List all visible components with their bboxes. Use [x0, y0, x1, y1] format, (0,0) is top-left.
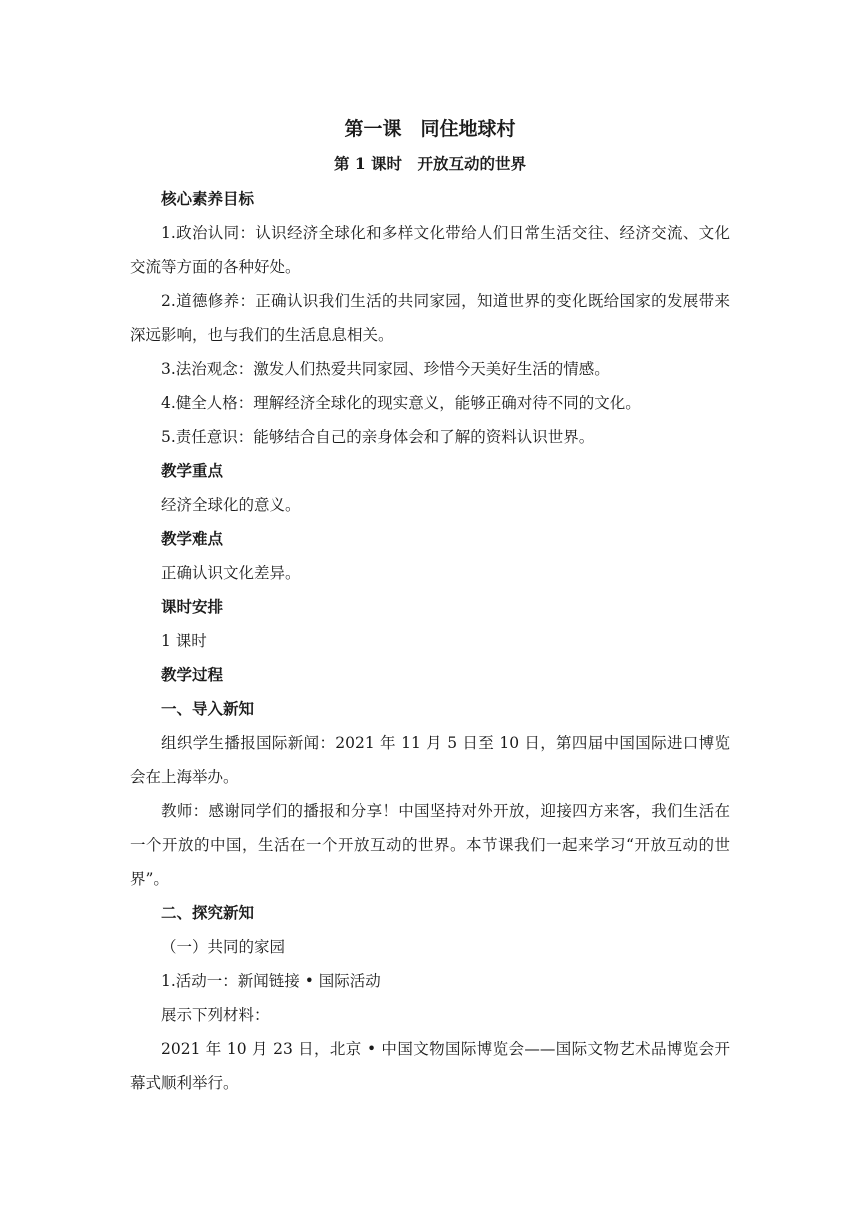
difficulty-heading: 教学难点 [161, 529, 224, 548]
goal-item-4: 4.健全人格：理解经济全球化的现实意义，能够正确对待不同的文化。 [161, 394, 641, 412]
document-page [130, 112, 730, 1100]
show-material-text: 展示下列材料： [161, 1006, 270, 1024]
core-goals-heading: 核心素养目标 [161, 189, 255, 208]
schedule-heading: 课时安排 [161, 597, 224, 616]
key-point-text: 经济全球化的意义。 [161, 496, 301, 514]
goal-item-1: 1.政治认同：认识经济全球化和多样文化带给人们日常生活交往、经济交流、文化交流等方面的各种好处。 [130, 224, 730, 276]
part1-paragraph-1: 组织学生播报国际新闻：2021 年 11 月 5 日至 10 日，第四届中国国际进口博览会在上海举办。 [130, 734, 730, 786]
key-point-heading: 教学重点 [161, 461, 224, 480]
activity-one: 1.活动一：新闻链接 • 国际活动 [161, 972, 381, 990]
part1-paragraph-2: 教师：感谢同学们的播报和分享！中国坚持对外开放，迎接四方来客，我们生活在一个开放的中国，生活在一个开放互动的世界。本节课我们一起来学习“开放互动的世界”。 [130, 802, 730, 888]
material-text: 2021 年 10 月 23 日，北京 • 中国文物国际博览会——国际文物艺术品博览会开幕式顺利举行。 [130, 1040, 730, 1092]
goal-item-5: 5.责任意识：能够结合自己的亲身体会和了解的资料认识世界。 [161, 428, 595, 446]
difficulty-text: 正确认识文化差异。 [161, 564, 301, 582]
schedule-text: 1 课时 [161, 632, 207, 650]
part2-subheading: （一）共同的家园 [161, 938, 286, 956]
lesson-subtitle: 第 1 课时 开放互动的世界 [333, 154, 527, 173]
goal-item-3: 3.法治观念：激发人们热爱共同家园、珍惜今天美好生活的情感。 [161, 360, 610, 378]
goal-item-2: 2.道德修养：正确认识我们生活的共同家园，知道世界的变化既给国家的发展带来深远影响，也与我们的生活息息相关。 [130, 292, 730, 344]
part1-heading: 一、导入新知 [161, 699, 255, 718]
lesson-title: 第一课 同住地球村 [344, 118, 516, 140]
part2-heading: 二、探究新知 [161, 903, 255, 922]
process-heading: 教学过程 [161, 665, 224, 684]
